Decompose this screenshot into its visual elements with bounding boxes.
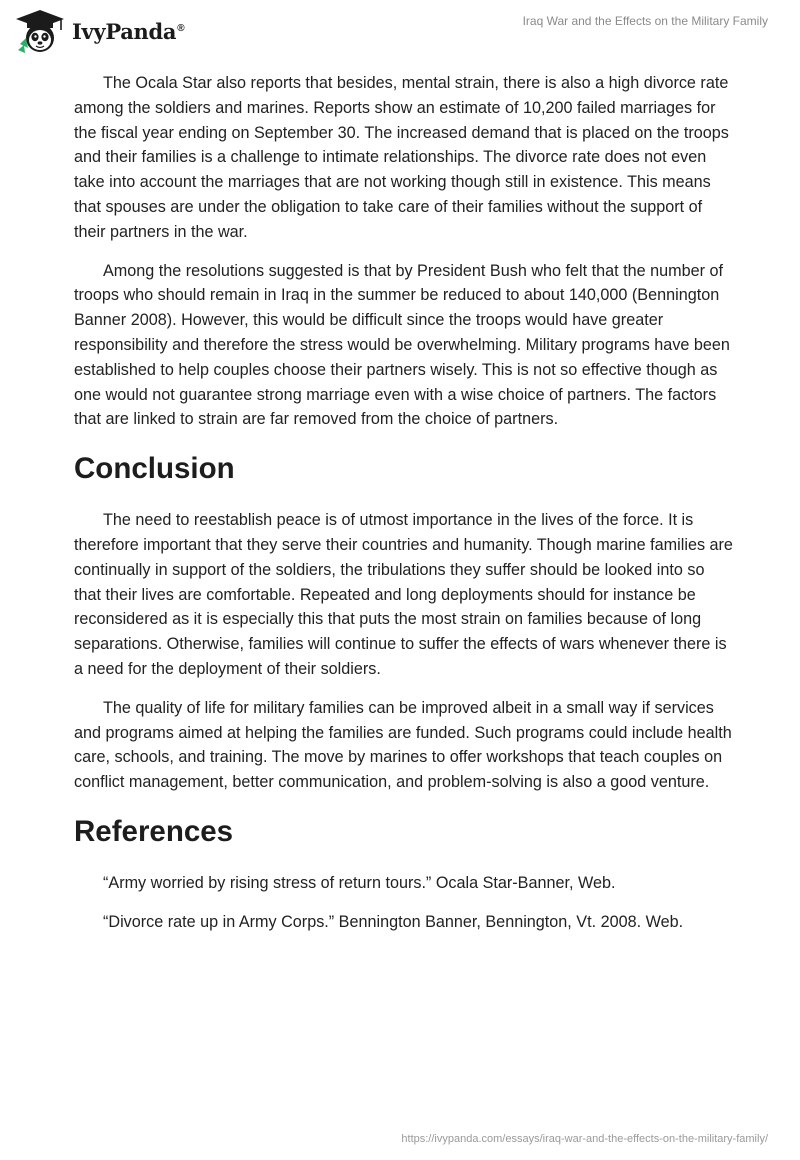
- page-header: [0, 0, 800, 60]
- essay-body: [74, 71, 734, 949]
- source-url[interactable]: https://ivypanda.com/essays/iraq-war-and-the-effects-on-the-military-family/: [401, 1133, 768, 1145]
- reference-item: “Army worried by rising stress of return tours.” Ocala Star-Banner, Web.: [103, 873, 616, 892]
- reference-item: “Divorce rate up in Army Corps.” Bennington Banner, Bennington, Vt. 2008. Web.: [103, 912, 684, 931]
- paragraph-2: Among the resolutions suggested is that by President Bush who felt that the number of troops who should remain in Iraq in the summer be reduced to about 140,000 (Bennington Banner 2008). However, this would be difficult since the troops would have greater responsibility and therefore the stress would be overwhelming. Military programs have been established to help couples choose their partners wisely. This is not so effective though as one would not guarantee strong marriage even with a wise choice of partners. The factors that are linked to strain are far removed from the choice of partners.: [74, 261, 730, 429]
- conclusion-heading: Conclusion: [74, 452, 235, 486]
- references-heading: References: [74, 814, 234, 848]
- paragraph-4: The quality of life for military families can be improved albeit in a small way if services and programs aimed at helping the families are funded. Such programs could include health care, schools, and training. The move by marines to offer workshops that teach couples on conflict management, better communication, and problem-solving is also a good venture.: [74, 698, 732, 792]
- paragraph-1: The Ocala Star also reports that besides, mental strain, there is also a high divorce rate among the soldiers and marines. Reports show an estimate of 10,200 failed marriages for the fiscal year ending on September 30. The increased demand that is placed on the troops and their families is a challenge to intimate relationships. The divorce rate does not even take into account the marriages that are not working though still in existence. This means that spouses are under the obligation to take care of their families without the support of their partners in the war.: [74, 74, 729, 241]
- panda-graduate-icon: [14, 8, 66, 54]
- paragraph-3: The need to reestablish peace is of utmost importance in the lives of the force. It is therefore important that they serve their countries and humanity. Though marine families are continually in support of the soldiers, the tribulations they suffer should be looked into so that their lives are comfortable. Repeated and long deployments should for instance be reconsidered as it is especially this that puts the most strain on families because of long separations. Otherwise, families will continue to suffer the effects of wars whenever there is a need for the deployment of their soldiers.: [74, 511, 733, 678]
- brand-name: IvyPanda®: [72, 18, 185, 44]
- brand-logo[interactable]: [14, 8, 184, 54]
- document-title: Iraq War and the Effects on the Military Family: [522, 14, 768, 28]
